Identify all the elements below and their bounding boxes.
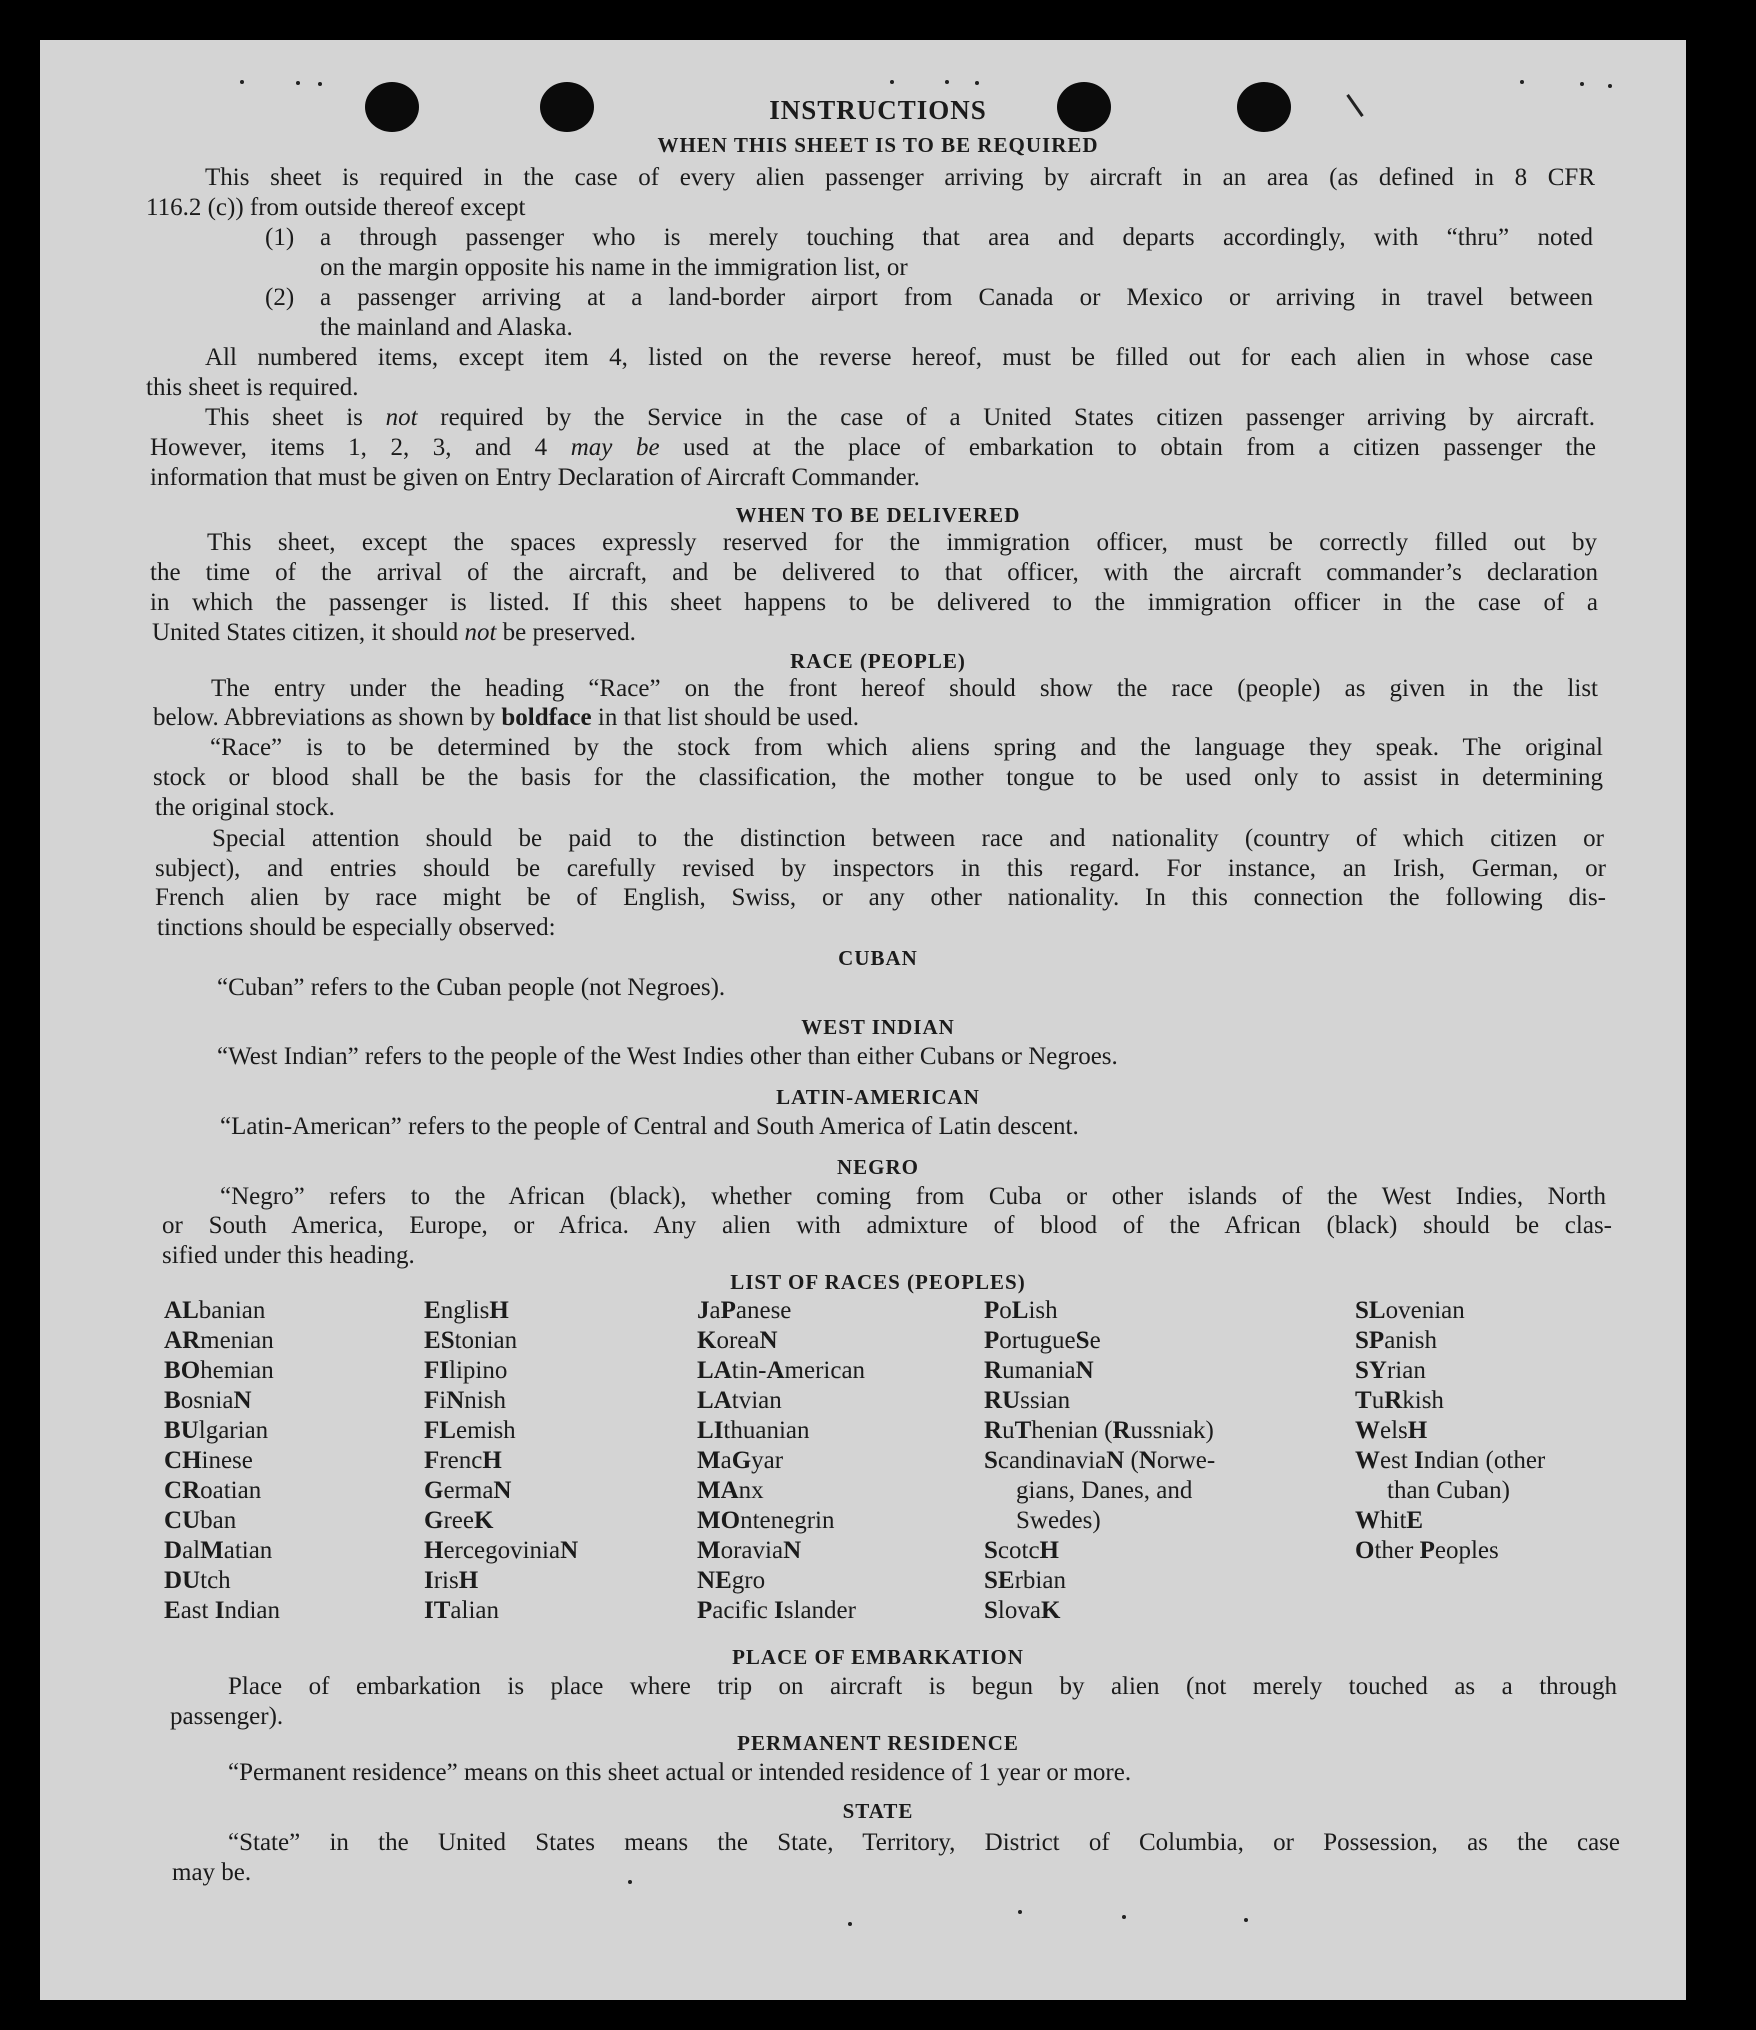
- paragraph-line: “West Indian” refers to the people of the West Indies other than either Cubans or Negroes.: [217, 1043, 1118, 1070]
- paragraph-line: in which the passenger is listed. If this sheet happens to be delivered to the immigration officer in the case of a: [150, 589, 1598, 616]
- scan-speck: [1018, 1910, 1022, 1914]
- paragraph-line: This sheet is not required by the Service in the case of a United States citizen passenger arriving by aircraft.: [205, 404, 1595, 431]
- scan-speck: [318, 82, 322, 86]
- race-item: EnglisH: [424, 1297, 509, 1324]
- race-item: FIlipino: [424, 1357, 508, 1384]
- heading-west-indian: WEST INDIAN: [801, 1015, 955, 1039]
- scan-speck: [945, 80, 949, 84]
- race-item: West Indian (other: [1355, 1447, 1546, 1474]
- race-item: MoraviaN: [697, 1537, 802, 1564]
- paragraph-line: Place of embarkation is place where trip on aircraft is begun by alien (not merely touched as a through: [228, 1673, 1617, 1700]
- scan-speck: [890, 80, 894, 84]
- race-item: MOntenegrin: [697, 1507, 835, 1534]
- scan-speck: [975, 81, 979, 85]
- heading-negro: NEGRO: [836, 1155, 919, 1179]
- paragraph-line: “Race” is to be determined by the stock from which aliens spring and the language they speak. The original: [210, 734, 1603, 761]
- paragraph-line: the original stock.: [155, 794, 335, 821]
- paragraph-line: This sheet, except the spaces expressly reserved for the immigration officer, must be correctly filled out by: [207, 529, 1597, 556]
- race-item: TuRkish: [1355, 1387, 1444, 1414]
- race-item: LIthuanian: [697, 1417, 810, 1444]
- race-item: ITalian: [424, 1597, 500, 1624]
- paragraph-line: below. Abbreviations as shown by boldface in that list should be used.: [153, 704, 859, 731]
- page-title: INSTRUCTIONS: [769, 95, 987, 125]
- paragraph-line: United States citizen, it should not be preserved.: [152, 619, 636, 646]
- races-column: [424, 1296, 578, 1626]
- race-item: RUssian: [984, 1387, 1071, 1414]
- scan-speck: [296, 81, 300, 85]
- race-item: Other Peoples: [1355, 1537, 1499, 1564]
- race-item: ScotcH: [984, 1537, 1059, 1564]
- exception-number: (2): [265, 284, 295, 311]
- paragraph-line: tinctions should be especially observed:: [157, 914, 556, 941]
- race-item: LAtvian: [697, 1387, 782, 1414]
- paragraph-line: subject), and entries should be carefully revised by inspectors in this regard. For instance, an Irish, German, or: [155, 855, 1606, 882]
- paragraph-line: “Latin-American” refers to the people of Central and South America of Latin descent.: [220, 1113, 1079, 1140]
- paragraph-line: “Negro” refers to the African (black), whether coming from Cuba or other islands of the West Indies, North: [220, 1183, 1606, 1210]
- races-column: [164, 1296, 280, 1626]
- race-item: SLovenian: [1355, 1297, 1465, 1324]
- race-item: BOhemian: [164, 1357, 274, 1384]
- race-item-continuation: gians, Danes, and: [1016, 1477, 1193, 1504]
- race-item: WelsH: [1355, 1417, 1428, 1444]
- heading-permanent-residence: PERMANENT RESIDENCE: [737, 1731, 1019, 1755]
- heading-cuban: CUBAN: [838, 946, 918, 970]
- paragraph-line: passenger).: [170, 1703, 284, 1730]
- scan-speck: [848, 1922, 852, 1926]
- paragraph-line: stock or blood shall be the basis for the classification, the mother tongue to be used only to assist in determining: [153, 764, 1603, 791]
- race-item: FrencH: [424, 1447, 502, 1474]
- heading-list-of-races: LIST OF RACES (PEOPLES): [730, 1270, 1026, 1294]
- race-item: BUlgarian: [164, 1417, 269, 1444]
- race-item: WhitE: [1355, 1507, 1424, 1534]
- race-item: ALbanian: [164, 1297, 266, 1324]
- paragraph-line: the mainland and Alaska.: [320, 314, 573, 341]
- race-item: IrisH: [424, 1567, 479, 1594]
- scan-speck: [1122, 1915, 1126, 1919]
- race-item: EStonian: [424, 1327, 518, 1354]
- scan-speck: [628, 1880, 632, 1884]
- race-item: RuThenian (Russniak): [984, 1417, 1214, 1444]
- paragraph-line: The entry under the heading “Race” on the front hereof should show the race (people) as given in the list: [211, 675, 1598, 702]
- paragraph-line: may be.: [172, 1859, 252, 1886]
- race-item: GermaN: [424, 1477, 512, 1504]
- paragraph-line: All numbered items, except item 4, listed on the reverse hereof, must be filled out for each alien in whose case: [205, 344, 1593, 371]
- race-item: East Indian: [164, 1597, 280, 1624]
- paragraph-line: “Permanent residence” means on this sheet actual or intended residence of 1 year or more.: [228, 1759, 1132, 1786]
- paragraph-line: “Cuban” refers to the Cuban people (not Negroes).: [217, 974, 726, 1001]
- paragraph-line: this sheet is required.: [146, 374, 359, 401]
- race-item: KoreaN: [697, 1327, 778, 1354]
- heading-place-of-embarkation: PLACE OF EMBARKATION: [732, 1645, 1024, 1669]
- heading-race: RACE (PEOPLE): [790, 649, 966, 673]
- paragraph-line: This sheet is required in the case of every alien passenger arriving by aircraft in an area (as defined in 8 CFR: [205, 164, 1595, 191]
- race-item: GreeK: [424, 1507, 494, 1534]
- paragraph-line: a passenger arriving at a land-border airport from Canada or Mexico or arriving in travel between: [320, 284, 1593, 311]
- scan-speck: [1580, 82, 1584, 86]
- race-item: SPanish: [1355, 1327, 1437, 1354]
- paragraph-line: “State” in the United States means the State, Territory, District of Columbia, or Possession, as the case: [228, 1829, 1620, 1856]
- paragraph-line: a through passenger who is merely touching that area and departs accordingly, with “thru” noted: [320, 224, 1593, 251]
- paragraph-line: However, items 1, 2, 3, and 4 may be used at the place of embarkation to obtain from a citizen passenger the: [150, 434, 1597, 461]
- exception-number: (1): [265, 224, 295, 251]
- paragraph-line: 116.2 (c)) from outside thereof except: [146, 194, 526, 221]
- scan-speck: [1520, 80, 1524, 84]
- race-item: NEgro: [697, 1567, 766, 1594]
- race-item: PortugueSe: [984, 1327, 1101, 1354]
- races-column: [1355, 1296, 1545, 1566]
- race-item: SErbian: [984, 1567, 1066, 1594]
- paragraph-line: information that must be given on Entry Declaration of Aircraft Commander.: [150, 464, 920, 491]
- heading-state: STATE: [842, 1799, 914, 1823]
- race-item-continuation: Swedes): [1016, 1507, 1101, 1534]
- race-item: ARmenian: [164, 1327, 274, 1354]
- paragraph-line: sified under this heading.: [162, 1242, 415, 1269]
- paragraph-line: on the margin opposite his name in the immigration list, or: [320, 254, 908, 281]
- race-item: CUban: [164, 1507, 237, 1534]
- heading-when-delivered: WHEN TO BE DELIVERED: [735, 503, 1021, 527]
- race-item: FLemish: [424, 1417, 516, 1444]
- heading-when-required: WHEN THIS SHEET IS TO BE REQUIRED: [657, 133, 1099, 157]
- paragraph-line: or South America, Europe, or Africa. Any alien with admixture of blood of the African (black) should be clas-: [162, 1212, 1612, 1239]
- race-item: JaPanese: [697, 1297, 792, 1324]
- paragraph-line: French alien by race might be of English, Swiss, or any other nationality. In this connection the following dis-: [155, 884, 1606, 911]
- race-item: DUtch: [164, 1567, 231, 1594]
- races-column: [697, 1296, 865, 1626]
- race-item: ScandinaviaN (Norwe-: [984, 1447, 1216, 1474]
- heading-latin-american: LATIN-AMERICAN: [776, 1085, 980, 1109]
- race-item: FiNnish: [424, 1387, 506, 1414]
- races-column: [984, 1296, 1215, 1626]
- scan-speck: [240, 80, 244, 84]
- race-item: LAtin-American: [697, 1357, 866, 1384]
- scan-speck: [1608, 84, 1612, 88]
- paragraph-line: the time of the arrival of the aircraft, and be delivered to that officer, with the aircraft commander’s declaration: [150, 559, 1598, 586]
- paragraph-line: Special attention should be paid to the distinction between race and nationality (country of which citizen or: [212, 825, 1604, 852]
- race-item: RumaniaN: [984, 1357, 1094, 1384]
- race-item: CRoatian: [164, 1477, 262, 1504]
- scan-speck: [1244, 1918, 1248, 1922]
- race-item-continuation: than Cuban): [1387, 1477, 1510, 1504]
- race-item: BosniaN: [164, 1387, 252, 1414]
- race-item: MAnx: [697, 1477, 764, 1504]
- race-item: Pacific Islander: [697, 1597, 856, 1624]
- race-item: CHinese: [164, 1447, 253, 1474]
- race-item: MaGyar: [697, 1447, 784, 1474]
- race-item: SlovaK: [984, 1597, 1061, 1624]
- race-item: HercegoviniaN: [424, 1537, 579, 1564]
- race-item: SYrian: [1355, 1357, 1426, 1384]
- race-item: DalMatian: [164, 1537, 273, 1564]
- race-item: PoLish: [984, 1297, 1058, 1324]
